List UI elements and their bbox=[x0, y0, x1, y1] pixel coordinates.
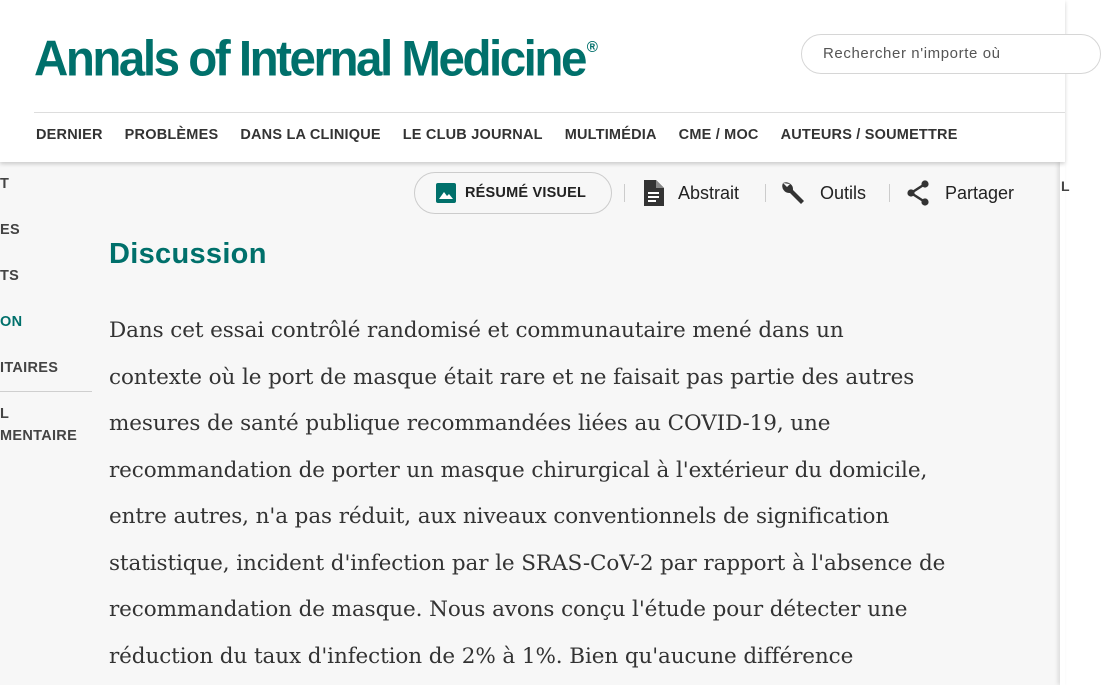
section-sidebar bbox=[0, 162, 92, 685]
share-label: Partager bbox=[945, 182, 1015, 203]
sidebar-item-1[interactable]: T bbox=[0, 176, 10, 192]
nav-item-latest[interactable]: DERNIER bbox=[36, 127, 103, 143]
paragraph-line: contexte où le port de masque était rare et ne faisait pas partie des autres bbox=[109, 364, 915, 390]
site-header bbox=[0, 0, 1065, 162]
visual-abstract-button[interactable] bbox=[414, 172, 612, 214]
header-divider bbox=[34, 112, 1065, 113]
share-icon bbox=[905, 180, 931, 206]
registered-mark: ® bbox=[586, 39, 599, 56]
nav-item-in-the-clinic[interactable]: DANS LA CLINIQUE bbox=[240, 127, 381, 143]
sidebar-item-discussion[interactable]: ON bbox=[0, 314, 23, 330]
paragraph-line: entre autres, n'a pas réduit, aux niveaux conventionnels de signification bbox=[109, 504, 890, 529]
nav-item-authors-submit[interactable]: AUTEURS / SOUMETTRE bbox=[780, 127, 958, 143]
toolbar-separator bbox=[624, 184, 625, 202]
search-input[interactable]: Rechercher n'importe où bbox=[801, 34, 1101, 74]
toolbar-separator bbox=[889, 184, 890, 202]
sidebar-item-3[interactable]: TS bbox=[0, 268, 20, 284]
nav-item-cme-moc[interactable]: CME / MOC bbox=[678, 127, 759, 143]
paragraph-line: statistique, incident d'infection par le SRAS-CoV-2 par rapport à l'absence de bbox=[109, 550, 946, 576]
image-icon bbox=[436, 183, 456, 203]
main-nav bbox=[36, 127, 980, 143]
paragraph-line: mesures de santé publique recommandées liées au COVID-19, une bbox=[109, 411, 831, 436]
right-panel-label: L bbox=[1061, 178, 1070, 194]
paragraph-line: réduction du taux d'infection de 2% à 1%. Bien qu'aucune différence bbox=[109, 643, 854, 669]
article-paragraph bbox=[109, 308, 1034, 680]
sidebar-item-6-continued[interactable]: MENTAIRE bbox=[0, 428, 78, 444]
right-panel bbox=[1060, 162, 1070, 685]
visual-abstract-label: RÉSUMÉ VISUEL bbox=[465, 185, 587, 201]
journal-logo-text: Annals of Internal Medicine bbox=[34, 30, 585, 87]
nav-item-multimedia[interactable]: MULTIMÉDIA bbox=[564, 127, 657, 143]
share-button[interactable] bbox=[905, 180, 1014, 206]
document-icon bbox=[642, 180, 664, 206]
sidebar-item-2[interactable]: ES bbox=[0, 222, 20, 238]
tools-label: Outils bbox=[820, 182, 867, 203]
sidebar-divider bbox=[0, 391, 92, 392]
sidebar-item-6[interactable]: L bbox=[0, 406, 10, 422]
wrench-icon bbox=[780, 180, 806, 206]
paragraph-line: Dans cet essai contrôlé randomisé et communautaire mené dans un bbox=[109, 318, 844, 343]
sidebar-item-5[interactable]: ITAIRES bbox=[0, 360, 59, 376]
nav-item-issues[interactable]: PROBLÈMES bbox=[124, 127, 219, 143]
abstract-label: Abstrait bbox=[678, 182, 740, 203]
paragraph-line: recommandation de porter un masque chirurgical à l'extérieur du domicile, bbox=[109, 457, 928, 483]
nav-item-journal-club[interactable]: LE CLUB JOURNAL bbox=[402, 127, 543, 143]
abstract-button[interactable] bbox=[642, 180, 739, 206]
section-title: Discussion bbox=[109, 238, 267, 270]
tools-button[interactable] bbox=[780, 180, 866, 206]
journal-logo[interactable] bbox=[34, 24, 598, 89]
toolbar-separator bbox=[765, 184, 766, 202]
paragraph-line: recommandation de masque. Nous avons conçu l'étude pour détecter une bbox=[109, 597, 908, 622]
